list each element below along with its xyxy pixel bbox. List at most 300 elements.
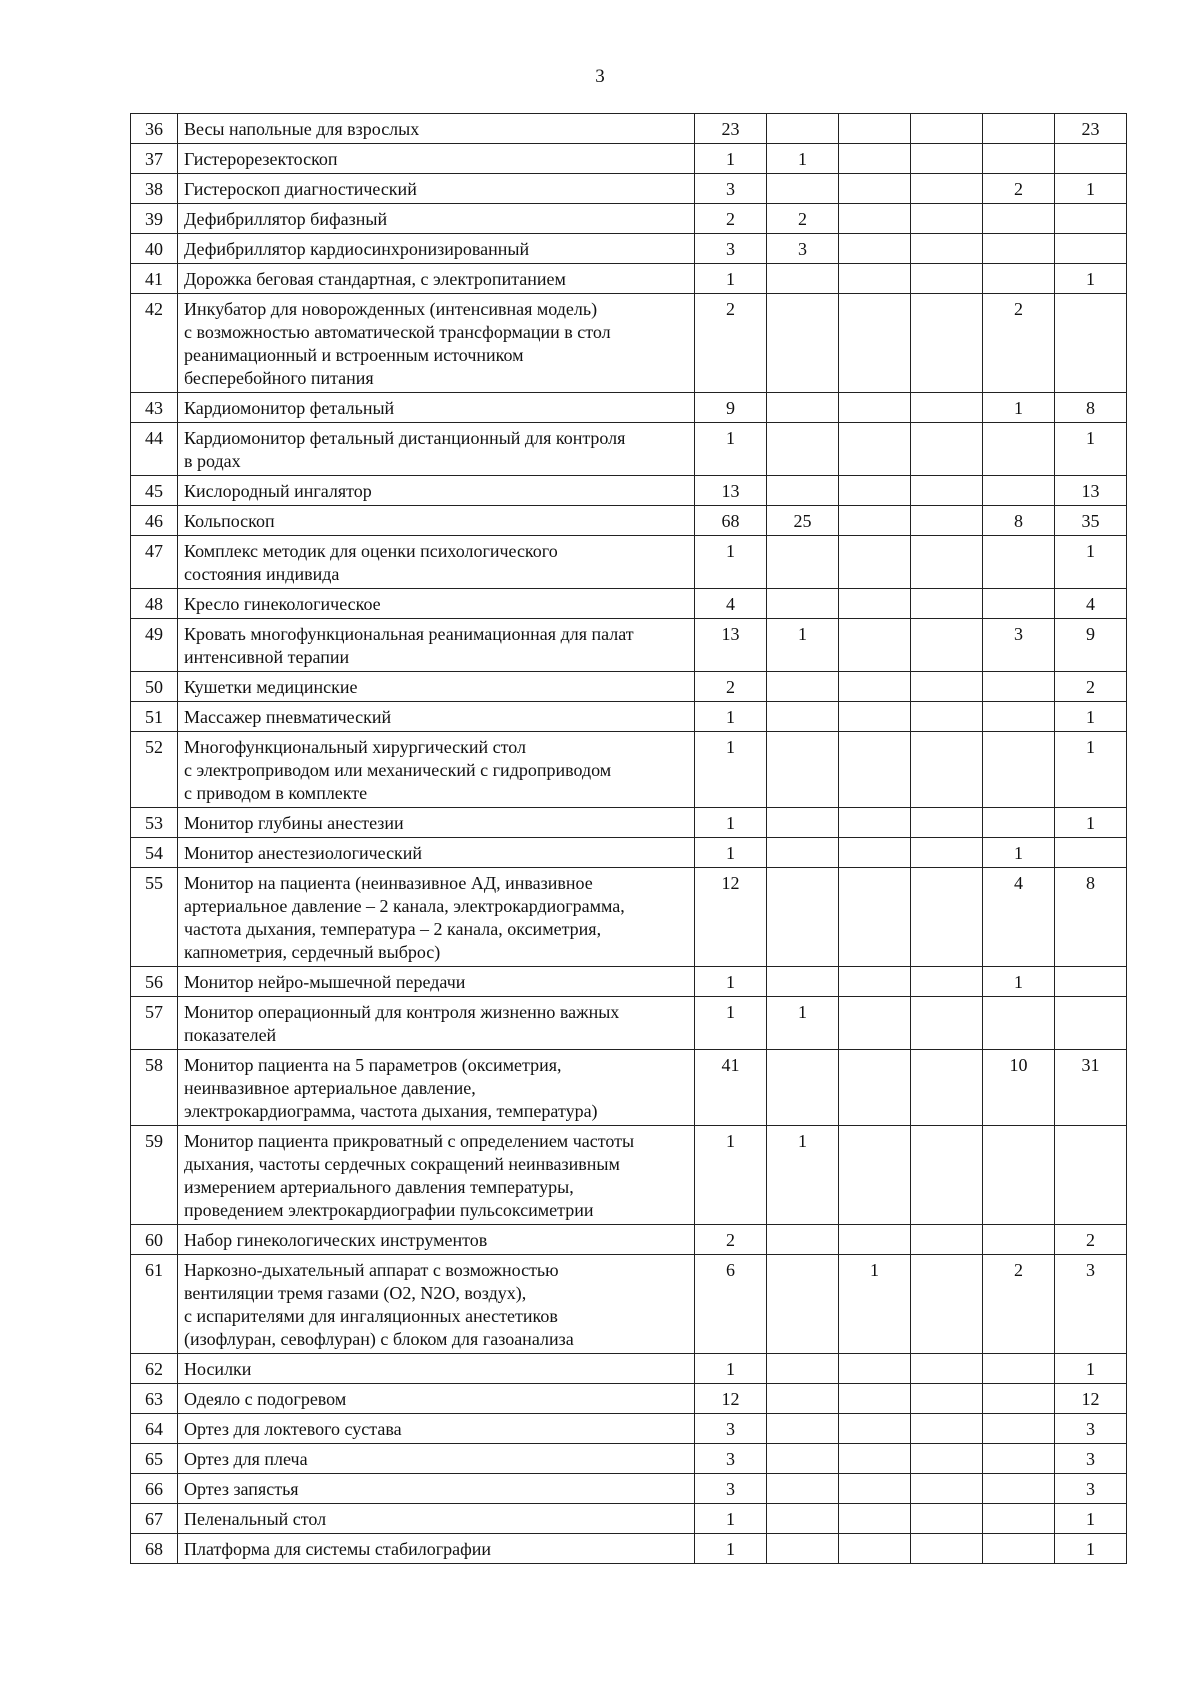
quantity-cell [911, 1474, 983, 1504]
quantity-cell [767, 536, 839, 589]
quantity-cell [911, 204, 983, 234]
table-row [131, 234, 1127, 264]
quantity-cell: 1 [695, 423, 767, 476]
quantity-cell [983, 204, 1055, 234]
table-row [131, 1126, 1127, 1225]
quantity-cell [911, 997, 983, 1050]
row-number: 53 [131, 808, 178, 838]
quantity-cell: 13 [1055, 476, 1127, 506]
table-row [131, 423, 1127, 476]
quantity-cell: 12 [695, 868, 767, 967]
row-number: 46 [131, 506, 178, 536]
quantity-cell [839, 868, 911, 967]
quantity-cell [1055, 838, 1127, 868]
row-number: 65 [131, 1444, 178, 1474]
quantity-cell: 2 [983, 174, 1055, 204]
quantity-cell: 1 [695, 967, 767, 997]
quantity-cell [767, 838, 839, 868]
table-row [131, 294, 1127, 393]
table-row [131, 393, 1127, 423]
quantity-cell: 25 [767, 506, 839, 536]
quantity-cell: 35 [1055, 506, 1127, 536]
quantity-cell: 1 [695, 808, 767, 838]
quantity-cell: 1 [1055, 1354, 1127, 1384]
quantity-cell: 1 [1055, 808, 1127, 838]
quantity-cell [767, 1534, 839, 1564]
equipment-name: Ортез для локтевого сустава [178, 1414, 695, 1444]
row-number: 51 [131, 702, 178, 732]
row-number: 37 [131, 144, 178, 174]
table-row [131, 672, 1127, 702]
quantity-cell: 41 [695, 1050, 767, 1126]
quantity-cell [983, 423, 1055, 476]
equipment-name: Весы напольные для взрослых [178, 114, 695, 144]
quantity-cell [767, 1255, 839, 1354]
quantity-cell [1055, 1126, 1127, 1225]
equipment-name: Дорожка беговая стандартная, с электропитанием [178, 264, 695, 294]
equipment-name: Инкубатор для новорожденных (интенсивная модель) с возможностью автоматической трансформации в стол реанимационный и встроенным источником бесперебойного питания [178, 294, 695, 393]
row-number: 63 [131, 1384, 178, 1414]
quantity-cell [911, 702, 983, 732]
table-row [131, 967, 1127, 997]
quantity-cell: 3 [695, 1474, 767, 1504]
row-number: 50 [131, 672, 178, 702]
row-number: 36 [131, 114, 178, 144]
quantity-cell [839, 234, 911, 264]
quantity-cell [983, 1126, 1055, 1225]
quantity-cell [767, 1354, 839, 1384]
quantity-cell: 2 [1055, 1225, 1127, 1255]
quantity-cell [839, 732, 911, 808]
equipment-name: Кресло гинекологическое [178, 589, 695, 619]
quantity-cell [983, 1414, 1055, 1444]
row-number: 42 [131, 294, 178, 393]
quantity-cell [983, 234, 1055, 264]
quantity-cell [911, 1504, 983, 1534]
quantity-cell [767, 476, 839, 506]
quantity-cell: 8 [983, 506, 1055, 536]
row-number: 58 [131, 1050, 178, 1126]
quantity-cell [983, 144, 1055, 174]
quantity-cell [983, 732, 1055, 808]
equipment-name: Ортез запястья [178, 1474, 695, 1504]
equipment-name: Массажер пневматический [178, 702, 695, 732]
quantity-cell [983, 1534, 1055, 1564]
quantity-cell: 2 [767, 204, 839, 234]
quantity-cell [839, 393, 911, 423]
quantity-cell [1055, 234, 1127, 264]
quantity-cell: 9 [1055, 619, 1127, 672]
quantity-cell [983, 589, 1055, 619]
equipment-name: Монитор пациента на 5 параметров (оксиметрия, неинвазивное артериальное давление, электрокардиограмма, частота дыхания, температура) [178, 1050, 695, 1126]
quantity-cell: 3 [1055, 1444, 1127, 1474]
quantity-cell [839, 1444, 911, 1474]
table-row [131, 1384, 1127, 1414]
quantity-cell: 4 [695, 589, 767, 619]
equipment-table [130, 113, 1127, 1564]
quantity-cell [911, 1225, 983, 1255]
row-number: 57 [131, 997, 178, 1050]
row-number: 67 [131, 1504, 178, 1534]
quantity-cell [839, 1126, 911, 1225]
quantity-cell [767, 114, 839, 144]
equipment-name: Монитор глубины анестезии [178, 808, 695, 838]
row-number: 62 [131, 1354, 178, 1384]
table-row [131, 114, 1127, 144]
table-row [131, 702, 1127, 732]
quantity-cell [983, 672, 1055, 702]
quantity-cell: 1 [695, 1126, 767, 1225]
quantity-cell [911, 1414, 983, 1444]
row-number: 40 [131, 234, 178, 264]
table-row [131, 808, 1127, 838]
quantity-cell [911, 1354, 983, 1384]
quantity-cell [839, 1225, 911, 1255]
quantity-cell [983, 264, 1055, 294]
quantity-cell [983, 1504, 1055, 1534]
quantity-cell [767, 294, 839, 393]
row-number: 68 [131, 1534, 178, 1564]
quantity-cell [983, 808, 1055, 838]
quantity-cell: 1 [1055, 423, 1127, 476]
quantity-cell: 3 [767, 234, 839, 264]
quantity-cell [1055, 967, 1127, 997]
table-row [131, 619, 1127, 672]
quantity-cell [767, 868, 839, 967]
table-row [131, 997, 1127, 1050]
quantity-cell: 12 [1055, 1384, 1127, 1414]
quantity-cell [911, 476, 983, 506]
table-row [131, 838, 1127, 868]
row-number: 38 [131, 174, 178, 204]
equipment-name: Пеленальный стол [178, 1504, 695, 1534]
quantity-cell: 1 [695, 1534, 767, 1564]
quantity-cell: 13 [695, 619, 767, 672]
equipment-name: Комплекс методик для оценки психологического состояния индивида [178, 536, 695, 589]
quantity-cell [839, 1534, 911, 1564]
table-row [131, 1474, 1127, 1504]
equipment-name: Кислородный ингалятор [178, 476, 695, 506]
row-number: 59 [131, 1126, 178, 1225]
row-number: 47 [131, 536, 178, 589]
quantity-cell [839, 294, 911, 393]
quantity-cell [983, 114, 1055, 144]
quantity-cell: 1 [695, 997, 767, 1050]
table-row [131, 1414, 1127, 1444]
quantity-cell: 1 [695, 702, 767, 732]
equipment-name: Многофункциональный хирургический стол с электроприводом или механический с гидроприводом с приводом в комплекте [178, 732, 695, 808]
quantity-cell: 1 [983, 967, 1055, 997]
quantity-cell [839, 1354, 911, 1384]
quantity-cell: 1 [695, 1504, 767, 1534]
quantity-cell [839, 672, 911, 702]
quantity-cell [839, 702, 911, 732]
table-row [131, 536, 1127, 589]
quantity-cell: 1 [1055, 264, 1127, 294]
quantity-cell [911, 1050, 983, 1126]
quantity-cell [767, 589, 839, 619]
quantity-cell [911, 672, 983, 702]
quantity-cell [911, 589, 983, 619]
equipment-name: Кольпоскоп [178, 506, 695, 536]
row-number: 44 [131, 423, 178, 476]
quantity-cell: 3 [1055, 1474, 1127, 1504]
quantity-cell [1055, 294, 1127, 393]
quantity-cell: 1 [695, 264, 767, 294]
quantity-cell: 2 [695, 204, 767, 234]
quantity-cell [839, 1384, 911, 1414]
quantity-cell [839, 204, 911, 234]
quantity-cell [767, 1414, 839, 1444]
quantity-cell: 3 [1055, 1414, 1127, 1444]
table-row [131, 732, 1127, 808]
quantity-cell [767, 1444, 839, 1474]
quantity-cell [767, 1504, 839, 1534]
quantity-cell: 4 [1055, 589, 1127, 619]
quantity-cell [767, 672, 839, 702]
quantity-cell [839, 838, 911, 868]
quantity-cell [911, 808, 983, 838]
quantity-cell [983, 536, 1055, 589]
quantity-cell: 1 [695, 144, 767, 174]
quantity-cell: 1 [767, 144, 839, 174]
quantity-cell [767, 967, 839, 997]
quantity-cell [983, 1474, 1055, 1504]
quantity-cell [911, 294, 983, 393]
table-row [131, 1444, 1127, 1474]
quantity-cell: 23 [1055, 114, 1127, 144]
quantity-cell: 1 [1055, 732, 1127, 808]
quantity-cell [911, 1444, 983, 1474]
quantity-cell: 31 [1055, 1050, 1127, 1126]
quantity-cell [767, 174, 839, 204]
table-row [131, 1354, 1127, 1384]
quantity-cell [839, 1474, 911, 1504]
quantity-cell [839, 808, 911, 838]
equipment-name: Монитор нейро-мышечной передачи [178, 967, 695, 997]
table-row [131, 204, 1127, 234]
quantity-cell [767, 423, 839, 476]
quantity-cell: 2 [983, 294, 1055, 393]
quantity-cell: 1 [983, 393, 1055, 423]
table-row [131, 1225, 1127, 1255]
row-number: 49 [131, 619, 178, 672]
row-number: 41 [131, 264, 178, 294]
quantity-cell [911, 1384, 983, 1414]
quantity-cell: 3 [695, 1414, 767, 1444]
quantity-cell [767, 1384, 839, 1414]
quantity-cell: 10 [983, 1050, 1055, 1126]
quantity-cell [911, 536, 983, 589]
quantity-cell [983, 476, 1055, 506]
quantity-cell: 8 [1055, 868, 1127, 967]
quantity-cell [767, 732, 839, 808]
quantity-cell [983, 997, 1055, 1050]
quantity-cell: 3 [695, 1444, 767, 1474]
table-row [131, 1534, 1127, 1564]
quantity-cell [839, 967, 911, 997]
quantity-cell: 2 [1055, 672, 1127, 702]
quantity-cell [839, 144, 911, 174]
row-number: 43 [131, 393, 178, 423]
quantity-cell: 3 [1055, 1255, 1127, 1354]
row-number: 55 [131, 868, 178, 967]
equipment-name: Дефибриллятор кардиосинхронизированный [178, 234, 695, 264]
quantity-cell [983, 1444, 1055, 1474]
table-row [131, 476, 1127, 506]
quantity-cell [911, 393, 983, 423]
quantity-cell: 1 [983, 838, 1055, 868]
quantity-cell [839, 997, 911, 1050]
quantity-cell: 9 [695, 393, 767, 423]
quantity-cell: 1 [695, 536, 767, 589]
quantity-cell [911, 114, 983, 144]
row-number: 56 [131, 967, 178, 997]
quantity-cell [767, 1225, 839, 1255]
quantity-cell [767, 808, 839, 838]
quantity-cell: 68 [695, 506, 767, 536]
quantity-cell [1055, 997, 1127, 1050]
quantity-cell: 1 [1055, 174, 1127, 204]
quantity-cell [767, 702, 839, 732]
equipment-name: Монитор анестезиологический [178, 838, 695, 868]
row-number: 54 [131, 838, 178, 868]
quantity-cell [839, 506, 911, 536]
quantity-cell: 13 [695, 476, 767, 506]
quantity-cell [983, 1225, 1055, 1255]
quantity-cell: 12 [695, 1384, 767, 1414]
table-row [131, 144, 1127, 174]
quantity-cell [911, 423, 983, 476]
equipment-name: Кровать многофункциональная реанимационная для палат интенсивной терапии [178, 619, 695, 672]
quantity-cell: 1 [1055, 536, 1127, 589]
table-row [131, 1050, 1127, 1126]
quantity-cell [911, 1255, 983, 1354]
quantity-cell: 2 [695, 1225, 767, 1255]
equipment-table-body [131, 114, 1127, 1564]
quantity-cell: 23 [695, 114, 767, 144]
equipment-name: Кушетки медицинские [178, 672, 695, 702]
equipment-name: Наркозно-дыхательный аппарат с возможностью вентиляции тремя газами (O2, N2O, воздух), с испарителями для ингаляционных анестетиков (изофлуран, севофлуран) с блоком для газоанализа [178, 1255, 695, 1354]
equipment-name: Гистерорезектоскоп [178, 144, 695, 174]
quantity-cell [983, 702, 1055, 732]
quantity-cell [839, 174, 911, 204]
quantity-cell: 1 [695, 1354, 767, 1384]
quantity-cell [839, 589, 911, 619]
quantity-cell [839, 423, 911, 476]
equipment-name: Платформа для системы стабилографии [178, 1534, 695, 1564]
table-row [131, 589, 1127, 619]
quantity-cell [767, 393, 839, 423]
quantity-cell [839, 476, 911, 506]
quantity-cell [839, 1050, 911, 1126]
table-row [131, 506, 1127, 536]
quantity-cell [911, 967, 983, 997]
quantity-cell [839, 114, 911, 144]
equipment-name: Ортез для плеча [178, 1444, 695, 1474]
equipment-name: Одеяло с подогревом [178, 1384, 695, 1414]
quantity-cell: 1 [695, 838, 767, 868]
row-number: 60 [131, 1225, 178, 1255]
quantity-cell: 2 [983, 1255, 1055, 1354]
table-row [131, 174, 1127, 204]
row-number: 66 [131, 1474, 178, 1504]
quantity-cell: 1 [839, 1255, 911, 1354]
equipment-name: Кардиомонитор фетальный дистанционный для контроля в родах [178, 423, 695, 476]
quantity-cell: 1 [1055, 1534, 1127, 1564]
quantity-cell [911, 1126, 983, 1225]
quantity-cell [767, 264, 839, 294]
quantity-cell [911, 868, 983, 967]
equipment-name: Монитор операционный для контроля жизненно важных показателей [178, 997, 695, 1050]
equipment-name: Кардиомонитор фетальный [178, 393, 695, 423]
equipment-name: Монитор на пациента (неинвазивное АД, инвазивное артериальное давление – 2 канала, электрокардиограмма, частота дыхания, температура – 2 канала, оксиметрия, капнометрия, сердечный выброс) [178, 868, 695, 967]
equipment-name: Монитор пациента прикроватный с определением частоты дыхания, частоты сердечных сокращений неинвазивным измерением артериального давления температуры, проведением электрокардиографии пульсоксиметрии [178, 1126, 695, 1225]
quantity-cell: 1 [767, 997, 839, 1050]
row-number: 52 [131, 732, 178, 808]
row-number: 39 [131, 204, 178, 234]
quantity-cell: 8 [1055, 393, 1127, 423]
row-number: 48 [131, 589, 178, 619]
table-row [131, 264, 1127, 294]
quantity-cell [839, 264, 911, 294]
quantity-cell: 1 [1055, 702, 1127, 732]
quantity-cell [911, 234, 983, 264]
quantity-cell [911, 1534, 983, 1564]
quantity-cell [911, 732, 983, 808]
quantity-cell [767, 1474, 839, 1504]
quantity-cell: 4 [983, 868, 1055, 967]
quantity-cell [983, 1384, 1055, 1414]
quantity-cell: 3 [983, 619, 1055, 672]
quantity-cell [911, 264, 983, 294]
table-row [131, 1504, 1127, 1534]
equipment-name: Набор гинекологических инструментов [178, 1225, 695, 1255]
row-number: 64 [131, 1414, 178, 1444]
quantity-cell [911, 619, 983, 672]
row-number: 45 [131, 476, 178, 506]
quantity-cell: 1 [695, 732, 767, 808]
quantity-cell: 2 [695, 294, 767, 393]
table-row [131, 868, 1127, 967]
table-row [131, 1255, 1127, 1354]
quantity-cell [1055, 204, 1127, 234]
quantity-cell [839, 619, 911, 672]
equipment-name: Носилки [178, 1354, 695, 1384]
page-number: 3 [595, 66, 605, 87]
quantity-cell: 1 [767, 619, 839, 672]
quantity-cell: 3 [695, 234, 767, 264]
quantity-cell [911, 144, 983, 174]
quantity-cell [767, 1050, 839, 1126]
quantity-cell [839, 1414, 911, 1444]
equipment-name: Дефибриллятор бифазный [178, 204, 695, 234]
quantity-cell: 1 [1055, 1504, 1127, 1534]
quantity-cell [1055, 144, 1127, 174]
quantity-cell [839, 536, 911, 589]
quantity-cell: 3 [695, 174, 767, 204]
row-number: 61 [131, 1255, 178, 1354]
quantity-cell: 1 [767, 1126, 839, 1225]
quantity-cell [839, 1504, 911, 1534]
quantity-cell [983, 1354, 1055, 1384]
quantity-cell [911, 506, 983, 536]
equipment-name: Гистероскоп диагностический [178, 174, 695, 204]
quantity-cell: 6 [695, 1255, 767, 1354]
quantity-cell [911, 174, 983, 204]
quantity-cell [911, 838, 983, 868]
quantity-cell: 2 [695, 672, 767, 702]
